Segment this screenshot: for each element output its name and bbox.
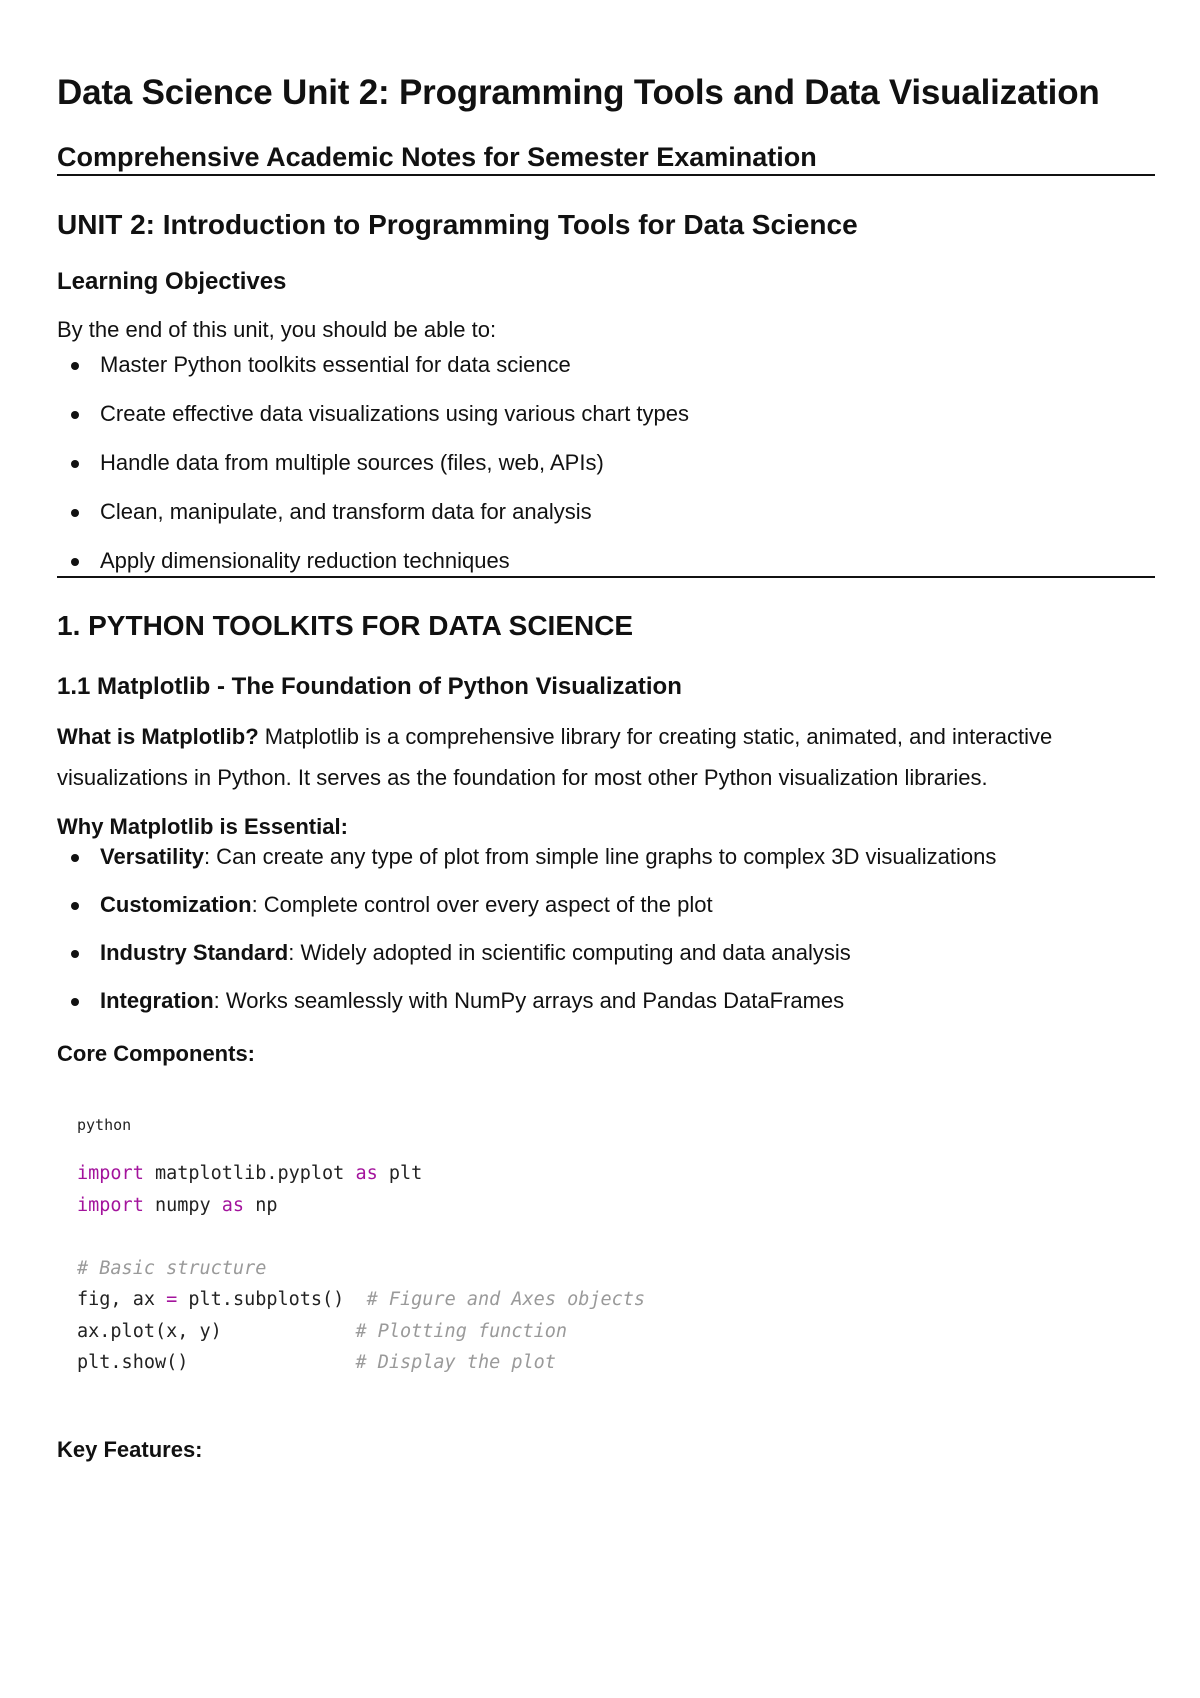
list-item: [57, 546, 1155, 576]
unit-heading: UNIT 2: Introduction to Programming Tools for Data Science: [57, 209, 858, 240]
term-description: : Widely adopted in scientific computing and data analysis: [288, 940, 851, 965]
code-text: plt.subplots(): [177, 1289, 367, 1310]
list-item-text: Clean, manipulate, and transform data for analysis: [100, 499, 592, 524]
document-subtitle: Comprehensive Academic Notes for Semester Examination: [57, 142, 817, 172]
code-keyword: as: [355, 1163, 378, 1184]
term: Industry Standard: [100, 940, 289, 965]
description-label: What is Matplotlib?: [57, 724, 259, 749]
divider: [57, 174, 1155, 176]
why-heading: Why Matplotlib is Essential:: [57, 814, 348, 839]
learning-objectives-list: [57, 350, 1155, 576]
code-comment: # Basic structure: [77, 1257, 267, 1279]
list-item-text: Apply dimensionality reduction techniques: [100, 548, 510, 573]
term: Integration: [100, 988, 214, 1013]
list-item: [57, 399, 1155, 429]
list-item-text: Create effective data visualizations using various chart types: [100, 401, 690, 426]
bullet-icon: [71, 854, 79, 862]
list-item: [57, 497, 1155, 527]
code-line: [77, 1321, 567, 1342]
bullet-icon: [71, 411, 79, 419]
code-text: numpy: [143, 1194, 222, 1216]
term-description: : Works seamlessly with NumPy arrays and Pandas DataFrames: [213, 988, 845, 1013]
code-comment: # Display the plot: [355, 1352, 556, 1373]
term: Customization: [100, 892, 252, 917]
divider: [57, 576, 1155, 578]
description-text: Matplotlib is a comprehensive library for creating static, animated, and interactive visualizations in Python. It serves as the foundation for most other Python visualization libraries.: [57, 724, 1053, 790]
code-block: [57, 1113, 1155, 1379]
bullet-icon: [71, 362, 79, 370]
code-text: plt.show(): [77, 1352, 356, 1373]
code-text: plt: [377, 1163, 423, 1184]
bullet-icon: [71, 460, 79, 468]
core-components-heading: Core Components:: [57, 1041, 255, 1066]
code-comment: # Plotting function: [355, 1320, 568, 1342]
matplotlib-description: [57, 716, 1155, 798]
list-item: [57, 350, 1155, 380]
list-item: [57, 448, 1155, 478]
section-heading: 1. PYTHON TOOLKITS FOR DATA SCIENCE: [57, 610, 634, 641]
list-item: [57, 986, 1155, 1016]
code-line: [77, 1163, 422, 1184]
code-operator: =: [166, 1289, 178, 1310]
why-list: [57, 842, 1155, 1016]
code-line: [77, 1195, 278, 1216]
list-item: [57, 938, 1155, 968]
learning-objectives-intro: By the end of this unit, you should be able to:: [57, 317, 497, 342]
term-description: : Can create any type of plot from simple line graphs to complex 3D visualizations: [203, 844, 997, 869]
key-features-heading: Key Features:: [57, 1436, 203, 1462]
code-lines: [77, 1158, 1155, 1379]
code-line: [77, 1352, 556, 1373]
code-keyword: import: [77, 1163, 144, 1184]
bullet-icon: [71, 950, 79, 958]
code-text: matplotlib.pyplot: [143, 1163, 356, 1184]
list-item: [57, 842, 1155, 872]
code-line: [77, 1289, 645, 1310]
code-text: np: [244, 1194, 278, 1216]
learning-objectives-heading: Learning Objectives: [57, 268, 287, 295]
bullet-icon: [71, 509, 79, 517]
list-item-text: Handle data from multiple sources (files, web, APIs): [100, 450, 604, 475]
code-keyword: as: [221, 1194, 245, 1216]
document-title: Data Science Unit 2: Programming Tools and Data Visualization: [57, 73, 1100, 112]
term: Versatility: [100, 844, 204, 869]
subsection-heading: 1.1 Matplotlib - The Foundation of Python Visualization: [57, 673, 682, 700]
bullet-icon: [71, 902, 79, 910]
code-comment: # Figure and Axes objects: [366, 1289, 646, 1310]
term-description: : Complete control over every aspect of the plot: [251, 892, 713, 917]
code-text: ax.plot(x, y): [77, 1320, 356, 1342]
code-language-label: python: [77, 1116, 132, 1134]
list-item-text: Master Python toolkits essential for data science: [100, 352, 571, 377]
code-text: fig, ax: [77, 1289, 167, 1310]
bullet-icon: [71, 998, 79, 1006]
bullet-icon: [71, 558, 79, 566]
code-keyword: import: [77, 1194, 144, 1216]
list-item: [57, 890, 1155, 920]
